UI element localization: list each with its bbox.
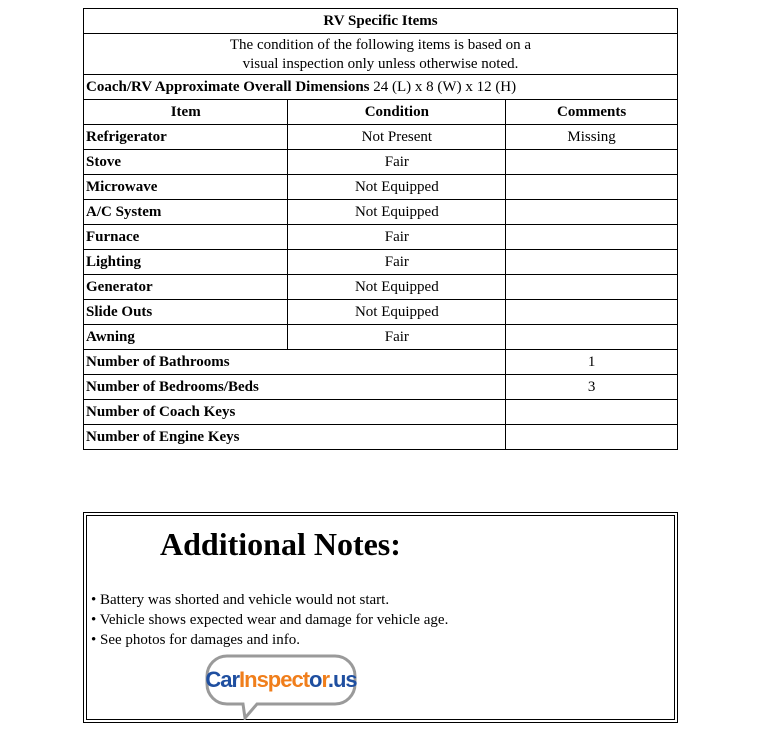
dimensions-cell xyxy=(84,75,678,100)
count-row xyxy=(84,350,678,375)
logo-o-text: o xyxy=(309,667,322,692)
item-name: A/C System xyxy=(84,200,288,225)
item-condition: Fair xyxy=(288,250,506,275)
list-item: • Vehicle shows expected wear and damage for vehicle age. xyxy=(91,612,449,628)
item-comments xyxy=(506,175,678,200)
count-label: Number of Engine Keys xyxy=(84,425,506,450)
table-row xyxy=(84,125,678,150)
item-condition: Not Present xyxy=(288,125,506,150)
item-name: Microwave xyxy=(84,175,288,200)
count-label: Number of Bedrooms/Beds xyxy=(84,375,506,400)
item-condition: Not Equipped xyxy=(288,175,506,200)
count-label: Number of Bathrooms xyxy=(84,350,506,375)
item-name: Stove xyxy=(84,150,288,175)
item-condition: Fair xyxy=(288,325,506,350)
item-comments xyxy=(506,300,678,325)
carinspector-logo xyxy=(205,652,357,720)
count-row xyxy=(84,375,678,400)
item-condition: Not Equipped xyxy=(288,275,506,300)
inspection-disclaimer xyxy=(84,34,678,75)
notes-heading: Additional Notes: xyxy=(160,526,401,562)
item-condition: Fair xyxy=(288,150,506,175)
logo-r-text: r xyxy=(321,667,328,692)
logo-wordmark xyxy=(205,652,357,706)
logo-us-text: .us xyxy=(327,667,357,692)
item-name: Generator xyxy=(84,275,288,300)
item-name: Refrigerator xyxy=(84,125,288,150)
list-item: • Battery was shorted and vehicle would not start. xyxy=(91,592,390,608)
table-row xyxy=(84,250,678,275)
item-comments xyxy=(506,325,678,350)
count-label: Number of Coach Keys xyxy=(84,400,506,425)
item-comments xyxy=(506,250,678,275)
item-name: Awning xyxy=(84,325,288,350)
item-name: Lighting xyxy=(84,250,288,275)
dimensions-value: 24 (L) x 8 (W) x 12 (H) xyxy=(369,78,517,95)
table-row xyxy=(84,175,678,200)
table-row xyxy=(84,200,678,225)
disclaimer-line-2: visual inspection only unless otherwise noted. xyxy=(242,55,519,72)
table-row xyxy=(84,275,678,300)
dimensions-label: Coach/RV Approximate Overall Dimensions xyxy=(86,78,370,95)
item-name: Furnace xyxy=(84,225,288,250)
header-item: Item xyxy=(84,100,288,125)
logo-car-text: Car xyxy=(205,667,240,692)
additional-notes-box xyxy=(83,512,678,723)
item-condition: Not Equipped xyxy=(288,300,506,325)
item-comments: Missing xyxy=(506,125,678,150)
table-row xyxy=(84,300,678,325)
header-comments: Comments xyxy=(506,100,678,125)
count-row xyxy=(84,425,678,450)
item-condition: Not Equipped xyxy=(288,200,506,225)
header-condition: Condition xyxy=(288,100,506,125)
rv-specific-items-table xyxy=(83,8,678,450)
table-row xyxy=(84,150,678,175)
notes-list xyxy=(91,590,448,650)
item-comments xyxy=(506,225,678,250)
count-value: 1 xyxy=(506,350,678,375)
count-value: 3 xyxy=(506,375,678,400)
item-comments xyxy=(506,275,678,300)
table-row xyxy=(84,325,678,350)
logo-inspect-text: Inspect xyxy=(239,667,310,692)
item-comments xyxy=(506,200,678,225)
item-name: Slide Outs xyxy=(84,300,288,325)
table-title: RV Specific Items xyxy=(84,9,678,34)
table-row xyxy=(84,225,678,250)
count-row xyxy=(84,400,678,425)
list-item: • See photos for damages and info. xyxy=(91,632,300,648)
item-comments xyxy=(506,150,678,175)
count-value xyxy=(506,400,678,425)
item-condition: Fair xyxy=(288,225,506,250)
disclaimer-line-1: The condition of the following items is based on a xyxy=(229,36,532,53)
count-value xyxy=(506,425,678,450)
additional-notes-inner-border xyxy=(86,515,675,720)
svg-text:CarInspector.us xyxy=(205,667,357,692)
